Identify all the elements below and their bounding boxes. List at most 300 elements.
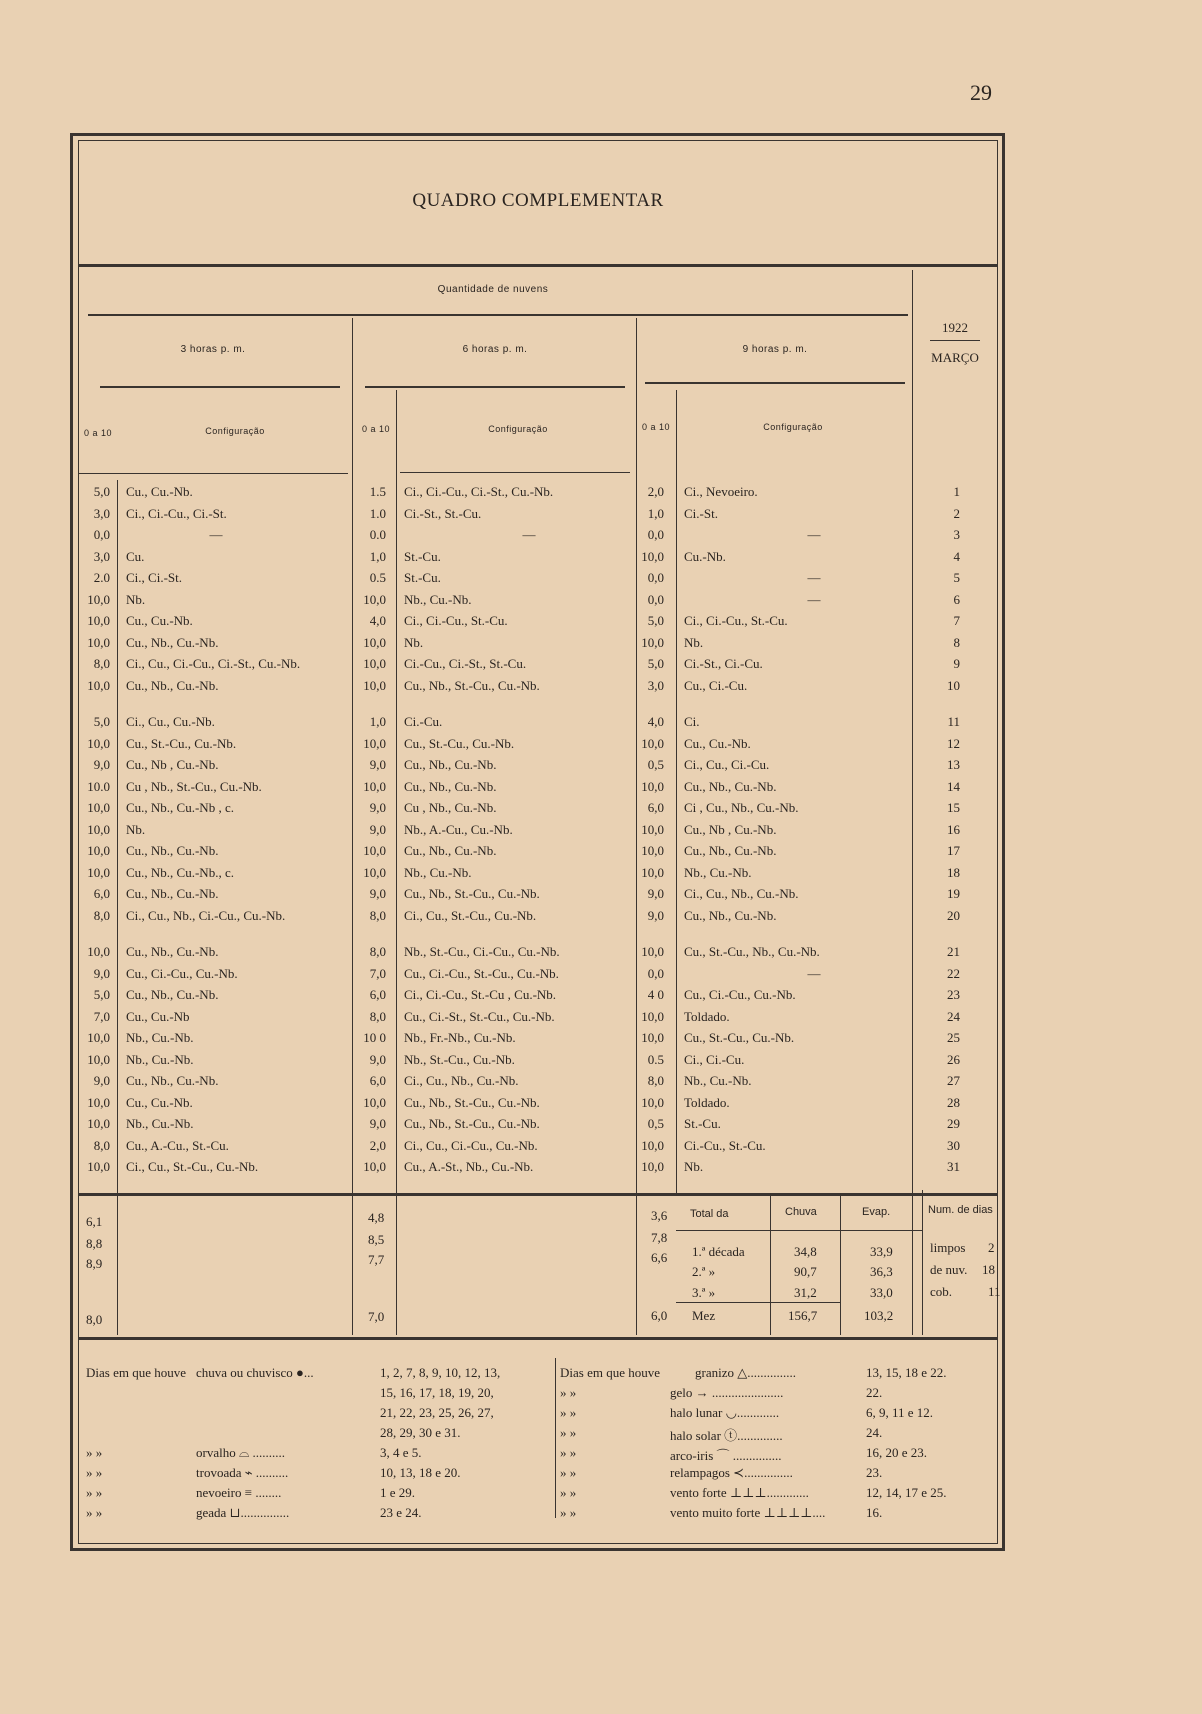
cloud-6pm: 8,0 bbox=[369, 907, 386, 923]
decade2-chuva: 90,7 bbox=[794, 1264, 817, 1279]
cloud-3pm: 10,0 bbox=[87, 1159, 110, 1174]
table-row bbox=[78, 966, 998, 987]
config-6pm: Cu., Nb., Cu.-Nb. bbox=[404, 843, 497, 858]
header-year: 1922 bbox=[942, 320, 968, 335]
cloud-9pm: 1,0 bbox=[647, 505, 664, 521]
decade1-label: 1.ª década bbox=[692, 1244, 745, 1259]
config-9pm: — bbox=[807, 570, 821, 585]
cloud-6pm: 7,0 bbox=[369, 965, 386, 981]
config-6pm: St.-Cu. bbox=[404, 570, 441, 585]
table-row bbox=[78, 1030, 998, 1051]
footer-prefix: » » bbox=[560, 1405, 577, 1420]
day-number: 20 bbox=[947, 907, 960, 923]
cloud-6pm: 9,0 bbox=[369, 800, 386, 815]
config-9pm: Ci., Ci.-Cu., St.-Cu. bbox=[684, 613, 788, 628]
table-row bbox=[78, 506, 998, 527]
month-label: Mez bbox=[692, 1308, 716, 1323]
config-6pm: Cu , Nb., Cu.-Nb. bbox=[404, 800, 497, 815]
cloud-6pm: 0.5 bbox=[369, 570, 386, 585]
cloud-9pm: 5,0 bbox=[647, 613, 664, 628]
footer-phenomenon: granizo △............... bbox=[695, 1365, 796, 1380]
summary-c-3: 6,6 bbox=[651, 1250, 668, 1265]
table-row bbox=[78, 886, 998, 907]
config-3pm: Cu., Nb., Cu.-Nb. bbox=[126, 1073, 219, 1088]
table-row bbox=[78, 1116, 998, 1137]
cloud-9pm: 10,0 bbox=[641, 1008, 664, 1024]
summary-header-rule bbox=[676, 1230, 922, 1231]
config-3pm: Cu., Cu.-Nb bbox=[126, 1008, 190, 1024]
config-6pm: Cu., Nb., Cu.-Nb. bbox=[404, 757, 497, 772]
table-row bbox=[78, 613, 998, 634]
table-row bbox=[78, 822, 998, 843]
cloud-9pm: 10,0 bbox=[641, 1159, 664, 1174]
cloud-9pm: 3,0 bbox=[647, 677, 664, 693]
cloud-9pm: 0,0 bbox=[647, 570, 664, 585]
config-9pm: Nb., Cu.-Nb. bbox=[684, 1073, 752, 1088]
config-3pm: Cu., Nb., Cu.-Nb , c. bbox=[126, 800, 234, 815]
footer-prefix: » » bbox=[560, 1485, 577, 1500]
config-6pm: Ci.-Cu., Ci.-St., St.-Cu. bbox=[404, 656, 527, 671]
sub-underline-9pm bbox=[645, 382, 905, 384]
cloud-3pm: 9,0 bbox=[93, 965, 110, 981]
cloud-9pm: 10,0 bbox=[641, 1094, 664, 1110]
day-number: 10 bbox=[947, 677, 960, 693]
config-9pm: Cu.-Nb. bbox=[684, 548, 726, 564]
cloud-3pm: 9,0 bbox=[93, 1073, 110, 1088]
footer-days: 23. bbox=[866, 1465, 883, 1480]
cloud-3pm: 10,0 bbox=[87, 944, 110, 959]
cloud-9pm: 10,0 bbox=[641, 944, 664, 959]
day-number: 3 bbox=[953, 527, 960, 542]
cloud-9pm: 10,0 bbox=[641, 634, 664, 650]
cloud-9pm: 6,0 bbox=[647, 800, 664, 815]
cloud-6pm: 1,0 bbox=[369, 714, 386, 729]
config-3pm: Cu., Nb., Cu.-Nb. bbox=[126, 634, 219, 650]
table-row bbox=[78, 549, 998, 570]
config-3pm: Cu., Nb., Cu.-Nb. bbox=[126, 677, 219, 693]
config-6pm: Cu., Nb., St.-Cu., Cu.-Nb. bbox=[404, 886, 540, 901]
config-9pm: Nb. bbox=[684, 634, 704, 650]
cloud-6pm: 9,0 bbox=[369, 1116, 386, 1131]
config-9pm: Cu., Nb., Cu.-Nb. bbox=[684, 843, 777, 858]
config-3pm: Nb., Cu.-Nb. bbox=[126, 1030, 194, 1045]
footer-prefix: » » bbox=[560, 1465, 577, 1480]
footer-days: 16, 20 e 23. bbox=[866, 1445, 928, 1460]
table-row bbox=[78, 908, 998, 929]
config-3pm: Nb., Cu.-Nb. bbox=[126, 1051, 194, 1067]
summary-a-month: 8,0 bbox=[86, 1312, 103, 1327]
config-3pm: Ci., Ci.-Cu., Ci.-St. bbox=[126, 505, 227, 521]
config-6pm: Cu., Ci.-Cu., St.-Cu., Cu.-Nb. bbox=[404, 965, 559, 981]
config-6pm: St.-Cu. bbox=[404, 548, 441, 564]
config-6pm: Ci., Cu., St.-Cu., Cu.-Nb. bbox=[404, 907, 537, 923]
cloud-3pm: 3,0 bbox=[93, 505, 110, 521]
cloud-9pm: 9,0 bbox=[647, 907, 664, 923]
footer-prefix: » » bbox=[86, 1485, 103, 1500]
header-3pm: 3 horas p. m. bbox=[180, 344, 246, 355]
footer-prefix: » » bbox=[560, 1505, 577, 1520]
header-month: MARÇO bbox=[931, 350, 979, 365]
cloud-3pm: 8,0 bbox=[93, 907, 110, 923]
cloud-3pm: 10,0 bbox=[87, 613, 110, 628]
cloud-6pm: 1,0 bbox=[369, 548, 386, 564]
summary-c-month: 6,0 bbox=[651, 1308, 668, 1323]
summary-a-3: 8,9 bbox=[86, 1256, 103, 1271]
vrule-dias bbox=[922, 1190, 923, 1335]
table-row bbox=[78, 865, 998, 886]
chuva-label: Chuva bbox=[785, 1206, 817, 1218]
config-3pm: Cu., Nb., Cu.-Nb., c. bbox=[126, 864, 234, 880]
cloud-9pm: 0,5 bbox=[647, 1116, 664, 1131]
cloud-9pm: 5,0 bbox=[647, 656, 664, 671]
day-number: 9 bbox=[953, 656, 960, 671]
day-number: 15 bbox=[947, 800, 960, 815]
decade3-evap: 33,0 bbox=[870, 1285, 893, 1300]
header-group-label: Quantidade de nuvens bbox=[437, 284, 549, 295]
day-number: 12 bbox=[947, 735, 960, 751]
config-9pm: Toldado. bbox=[684, 1094, 730, 1110]
cloud-6pm: 4,0 bbox=[369, 613, 386, 628]
config-3pm: Cu., Cu.-Nb. bbox=[126, 484, 193, 499]
config-6pm: Nb., Cu.-Nb. bbox=[404, 591, 472, 607]
day-number: 22 bbox=[947, 965, 960, 981]
day-number: 18 bbox=[947, 864, 960, 880]
table-row bbox=[78, 1073, 998, 1094]
config-6pm: Configuração bbox=[488, 424, 548, 434]
cloud-6pm: 1.0 bbox=[369, 505, 386, 521]
cloud-9pm: 10,0 bbox=[641, 864, 664, 880]
table-row bbox=[78, 1095, 998, 1116]
table-row bbox=[78, 1052, 998, 1073]
config-6pm: Cu., St.-Cu., Cu.-Nb. bbox=[404, 735, 515, 751]
footer-phenomenon: halo solar ⓣ.............. bbox=[670, 1428, 783, 1443]
day-number: 8 bbox=[953, 634, 960, 650]
config-3pm: Cu , Nb., St.-Cu., Cu.-Nb. bbox=[126, 778, 262, 794]
config-9pm: Configuração bbox=[763, 422, 823, 432]
cloud-3pm: 9,0 bbox=[93, 757, 110, 772]
config-3pm: Cu., Nb., Cu.-Nb. bbox=[126, 843, 219, 858]
cloud-9pm: 10,0 bbox=[641, 843, 664, 858]
config-3pm: Cu., Cu.-Nb. bbox=[126, 613, 193, 628]
cloud-9pm: 10,0 bbox=[641, 548, 664, 564]
config-6pm: — bbox=[522, 527, 536, 542]
day-number: 7 bbox=[953, 613, 960, 628]
config-6pm: Cu., Nb., St.-Cu., Cu.-Nb. bbox=[404, 1116, 540, 1131]
config-9pm: Ci.-St., Ci.-Cu. bbox=[684, 656, 763, 671]
footer-phenomenon: vento muito forte ⊥⊥⊥⊥.... bbox=[670, 1505, 826, 1520]
table-row bbox=[78, 757, 998, 778]
day-number: 27 bbox=[947, 1073, 960, 1088]
config-6pm: Nb., St.-Cu., Ci.-Cu., Cu.-Nb. bbox=[404, 944, 560, 959]
config-3pm: Ci., Cu., St.-Cu., Cu.-Nb. bbox=[126, 1159, 259, 1174]
config-3pm: Nb. bbox=[126, 821, 146, 837]
config-9pm: Ci. bbox=[684, 714, 700, 729]
footer-days: 28, 29, 30 e 31. bbox=[380, 1425, 461, 1440]
footer-prefix: » » bbox=[560, 1385, 577, 1400]
cloud-6pm: 8,0 bbox=[369, 944, 386, 959]
cloud-3pm: 10,0 bbox=[87, 735, 110, 751]
table-row bbox=[78, 592, 998, 613]
day-number: 31 bbox=[947, 1159, 960, 1174]
config-3pm: Ci., Cu., Nb., Ci.-Cu., Cu.-Nb. bbox=[126, 907, 286, 923]
cloud-3pm: 5,0 bbox=[93, 714, 110, 729]
cloud-6pm: 10,0 bbox=[363, 864, 386, 880]
cloud-3pm: 0,0 bbox=[93, 527, 110, 542]
cloud-6pm: 10,0 bbox=[363, 591, 386, 607]
footer-days: 3, 4 e 5. bbox=[380, 1445, 422, 1460]
footer-prefix: » » bbox=[86, 1465, 103, 1480]
table-row bbox=[78, 656, 998, 677]
config-9pm: Cu., Cu.-Nb. bbox=[684, 735, 751, 751]
config-9pm: Ci., Ci.-Cu. bbox=[684, 1051, 745, 1067]
cloud-6pm: 9,0 bbox=[369, 821, 386, 837]
cloud-6pm: 9,0 bbox=[369, 886, 386, 901]
page-title: QUADRO COMPLEMENTAR bbox=[412, 190, 664, 211]
day-number: 21 bbox=[947, 944, 960, 959]
table-row bbox=[78, 987, 998, 1008]
day-number: 11 bbox=[947, 714, 960, 729]
summary-c-1: 3,6 bbox=[651, 1208, 668, 1223]
config-3pm: Cu., Ci.-Cu., Cu.-Nb. bbox=[126, 965, 238, 981]
footer-phenomenon: chuva ou chuvisco ●... bbox=[196, 1365, 314, 1380]
title-divider bbox=[78, 264, 998, 267]
config-6pm: Cu., Ci.-St., St.-Cu., Cu.-Nb. bbox=[404, 1008, 555, 1024]
cloud-9pm: 8,0 bbox=[647, 1073, 664, 1088]
cloud-3pm: 5,0 bbox=[93, 484, 110, 499]
dias-nuv-value: 18 bbox=[982, 1262, 995, 1277]
config-9pm: Cu., Nb., Cu.-Nb. bbox=[684, 778, 777, 794]
cloud-9pm: 10,0 bbox=[641, 735, 664, 751]
config-9pm: Ci., Nevoeiro. bbox=[684, 484, 758, 499]
cloud-9pm: 0,0 bbox=[647, 591, 664, 607]
footer-phenomenon: geada ⊔............... bbox=[196, 1505, 290, 1520]
config-3pm: — bbox=[209, 527, 223, 542]
cloud-9pm: 4 0 bbox=[647, 987, 664, 1002]
cloud-3pm: 10,0 bbox=[87, 634, 110, 650]
config-6pm: Cu., Nb., Cu.-Nb. bbox=[404, 778, 497, 794]
cloud-3pm: 6,0 bbox=[93, 886, 110, 901]
config-3pm: Cu., Nb., Cu.-Nb. bbox=[126, 886, 219, 901]
cloud-3pm: 8,0 bbox=[93, 1137, 110, 1153]
scale-9pm: 0 a 10 bbox=[641, 422, 671, 432]
cloud-3pm: 5,0 bbox=[93, 987, 110, 1002]
config-9pm: Ci.-St. bbox=[684, 505, 718, 521]
config-6pm: Ci.-Cu. bbox=[404, 714, 443, 729]
scale-6pm: 0 a 10 bbox=[361, 424, 391, 434]
footer-days: 6, 9, 11 e 12. bbox=[866, 1405, 934, 1420]
cloud-9pm: 4,0 bbox=[647, 714, 664, 729]
cloud-6pm: 6,0 bbox=[369, 987, 386, 1002]
footer-prefix: Dias em que houve bbox=[86, 1365, 187, 1380]
config-3pm: Nb. bbox=[126, 591, 146, 607]
day-number: 29 bbox=[947, 1116, 960, 1131]
day-number: 5 bbox=[953, 570, 960, 585]
footer-days: 22. bbox=[866, 1385, 883, 1400]
footer-phenomenon: orvalho ⌓ .......... bbox=[196, 1445, 285, 1460]
config-9pm: Cu., Nb., Cu.-Nb. bbox=[684, 907, 777, 923]
footer-days: 23 e 24. bbox=[380, 1505, 422, 1520]
dias-label: Num. de dias bbox=[928, 1204, 993, 1216]
cloud-6pm: 10,0 bbox=[363, 843, 386, 858]
summary-a-1: 6,1 bbox=[86, 1214, 103, 1229]
config-6pm: Ci., Ci.-Cu., St.-Cu. bbox=[404, 613, 508, 628]
cloud-9pm: 0.5 bbox=[647, 1051, 664, 1067]
cloud-3pm: 7,0 bbox=[93, 1008, 110, 1024]
day-number: 6 bbox=[953, 591, 960, 607]
summary-b-1: 4,8 bbox=[368, 1210, 385, 1225]
cloud-6pm: 10,0 bbox=[363, 634, 386, 650]
cloud-6pm: 8,0 bbox=[369, 1008, 386, 1024]
cloud-6pm: 10,0 bbox=[363, 656, 386, 671]
footer-phenomenon: nevoeiro ≡ ........ bbox=[196, 1485, 282, 1500]
month-evap: 103,2 bbox=[864, 1308, 894, 1323]
config-3pm: Cu., Cu.-Nb. bbox=[126, 1094, 193, 1110]
footer-phenomenon: gelo → ...................... bbox=[670, 1385, 784, 1400]
total-label: Total da bbox=[690, 1208, 729, 1220]
config-9pm: Cu., Nb , Cu.-Nb. bbox=[684, 821, 777, 837]
config-9pm: Ci , Cu., Nb., Cu.-Nb. bbox=[684, 800, 799, 815]
sub-underline-6pm bbox=[365, 386, 625, 388]
footer-prefix: » » bbox=[560, 1445, 577, 1460]
config-9pm: Nb., Cu.-Nb. bbox=[684, 864, 752, 880]
config-3pm: Cu., Nb., Cu.-Nb. bbox=[126, 944, 219, 959]
cloud-3pm: 2.0 bbox=[93, 570, 110, 585]
cloud-6pm: 2,0 bbox=[369, 1137, 386, 1153]
cloud-3pm: 8,0 bbox=[93, 656, 110, 671]
config-9pm: Cu., Ci.-Cu., Cu.-Nb. bbox=[684, 987, 796, 1002]
footer-days: 12, 14, 17 e 25. bbox=[866, 1485, 947, 1500]
cloud-3pm: 10,0 bbox=[87, 800, 110, 815]
config-9pm: Ci.-Cu., St.-Cu. bbox=[684, 1137, 766, 1153]
day-number: 30 bbox=[947, 1137, 960, 1153]
config-3pm: Cu., Nb , Cu.-Nb. bbox=[126, 757, 219, 772]
group-underline bbox=[88, 314, 908, 316]
cloud-6pm: 9,0 bbox=[369, 1051, 386, 1067]
cloud-6pm: 10 0 bbox=[363, 1030, 386, 1045]
table-row bbox=[78, 714, 998, 735]
config-9pm: Ci., Cu., Ci.-Cu. bbox=[684, 757, 770, 772]
footer-days: 15, 16, 17, 18, 19, 20, bbox=[380, 1385, 494, 1400]
cloud-3pm: 10,0 bbox=[87, 864, 110, 880]
config-6pm: Nb., St.-Cu., Cu.-Nb. bbox=[404, 1051, 515, 1067]
month-chuva: 156,7 bbox=[788, 1308, 818, 1323]
config-3pm: Cu., A.-Cu., St.-Cu. bbox=[126, 1137, 229, 1153]
footer-days: 16. bbox=[866, 1505, 883, 1520]
cloud-9pm: 10,0 bbox=[641, 1030, 664, 1045]
cloud-6pm: 10,0 bbox=[363, 1094, 386, 1110]
day-number: 26 bbox=[947, 1051, 960, 1067]
table-row bbox=[78, 944, 998, 965]
config-3pm: Nb., Cu.-Nb. bbox=[126, 1116, 194, 1131]
config-6pm: Ci., Cu., Nb., Cu.-Nb. bbox=[404, 1073, 519, 1088]
footer-phenomenon: halo lunar ◡............. bbox=[670, 1405, 780, 1420]
day-number: 4 bbox=[953, 548, 960, 564]
footer-prefix: » » bbox=[86, 1445, 103, 1460]
table-row bbox=[78, 484, 998, 505]
table-row bbox=[78, 779, 998, 800]
table-row bbox=[78, 570, 998, 591]
config-3pm: Ci., Cu., Ci.-Cu., Ci.-St., Cu.-Nb. bbox=[126, 656, 301, 671]
cloud-9pm: 0,0 bbox=[647, 527, 664, 542]
sub-underline-3pm bbox=[100, 386, 340, 388]
footer-days: 13, 15, 18 e 22. bbox=[866, 1365, 947, 1380]
mez-rule bbox=[676, 1302, 840, 1303]
decade1-evap: 33,9 bbox=[870, 1244, 893, 1259]
footer-phenomenon: relampagos ≺............... bbox=[670, 1465, 793, 1480]
table-row bbox=[78, 843, 998, 864]
cloud-9pm: 10,0 bbox=[641, 1137, 664, 1153]
cloud-3pm: 10,0 bbox=[87, 821, 110, 837]
config-6pm: Nb. bbox=[404, 634, 424, 650]
footer-days: 1, 2, 7, 8, 9, 10, 12, 13, bbox=[380, 1365, 501, 1380]
config-3pm: Ci., Cu., Cu.-Nb. bbox=[126, 714, 215, 729]
config-6pm: Nb., Fr.-Nb., Cu.-Nb. bbox=[404, 1030, 516, 1045]
footer-days: 1 e 29. bbox=[380, 1485, 416, 1500]
cloud-9pm: 9,0 bbox=[647, 886, 664, 901]
cloud-3pm: 10.0 bbox=[87, 778, 110, 794]
cloud-9pm: 10,0 bbox=[641, 778, 664, 794]
footer-days: 24. bbox=[866, 1425, 883, 1440]
config-3pm: Ci., Ci.-St. bbox=[126, 570, 182, 585]
footer-prefix: » » bbox=[560, 1425, 577, 1440]
footer-phenomenon: vento forte ⊥⊥⊥............. bbox=[670, 1485, 809, 1500]
config-9pm: Cu., St.-Cu., Cu.-Nb. bbox=[684, 1030, 795, 1045]
cloud-3pm: 3,0 bbox=[93, 548, 110, 564]
day-number: 2 bbox=[953, 505, 960, 521]
decade3-chuva: 31,2 bbox=[794, 1285, 817, 1300]
summary-top-rule bbox=[78, 1193, 998, 1196]
decade1-chuva: 34,8 bbox=[794, 1244, 817, 1259]
cloud-9pm: 0,5 bbox=[647, 757, 664, 772]
cloud-9pm: 2,0 bbox=[647, 484, 664, 499]
day-number: 19 bbox=[947, 886, 960, 901]
dias-limpos-value: 2 bbox=[988, 1240, 995, 1255]
config-9pm: Cu., Ci.-Cu. bbox=[684, 677, 748, 693]
table-row bbox=[78, 678, 998, 699]
config-6pm: Ci., Ci.-Cu., St.-Cu , Cu.-Nb. bbox=[404, 987, 557, 1002]
cloud-6pm: 10,0 bbox=[363, 677, 386, 693]
cloud-6pm: 9,0 bbox=[369, 757, 386, 772]
header-6pm: 6 horas p. m. bbox=[462, 344, 528, 355]
header-bottom-rule-6pm bbox=[400, 472, 630, 473]
decade2-label: 2.ª » bbox=[692, 1264, 716, 1279]
header-bottom-rule-3pm bbox=[78, 473, 348, 474]
table-row bbox=[78, 1159, 998, 1180]
day-number: 14 bbox=[947, 778, 960, 794]
page-number: 29 bbox=[970, 80, 992, 105]
cloud-3pm: 10,0 bbox=[87, 843, 110, 858]
vrule-chuva bbox=[770, 1196, 771, 1335]
day-number: 24 bbox=[947, 1008, 960, 1024]
config-3pm: Cu. bbox=[126, 548, 145, 564]
day-number: 1 bbox=[953, 484, 960, 499]
config-6pm: Cu., A.-St., Nb., Cu.-Nb. bbox=[404, 1159, 534, 1174]
config-9pm: Toldado. bbox=[684, 1008, 730, 1024]
config-9pm: Cu., St.-Cu., Nb., Cu.-Nb. bbox=[684, 944, 820, 959]
table-row bbox=[78, 736, 998, 757]
day-number: 28 bbox=[947, 1094, 960, 1110]
cloud-3pm: 10,0 bbox=[87, 591, 110, 607]
config-9pm: Nb. bbox=[684, 1159, 704, 1174]
decade2-evap: 36,3 bbox=[870, 1264, 893, 1279]
vrule-evap bbox=[840, 1196, 841, 1335]
summary-c-2: 7,8 bbox=[651, 1230, 668, 1245]
config-6pm: Nb., Cu.-Nb. bbox=[404, 864, 472, 880]
day-number: 13 bbox=[947, 757, 960, 772]
footer-prefix: Dias em que houve bbox=[560, 1365, 661, 1380]
cloud-6pm: 1.5 bbox=[369, 484, 386, 499]
cloud-9pm: 0,0 bbox=[647, 965, 664, 981]
